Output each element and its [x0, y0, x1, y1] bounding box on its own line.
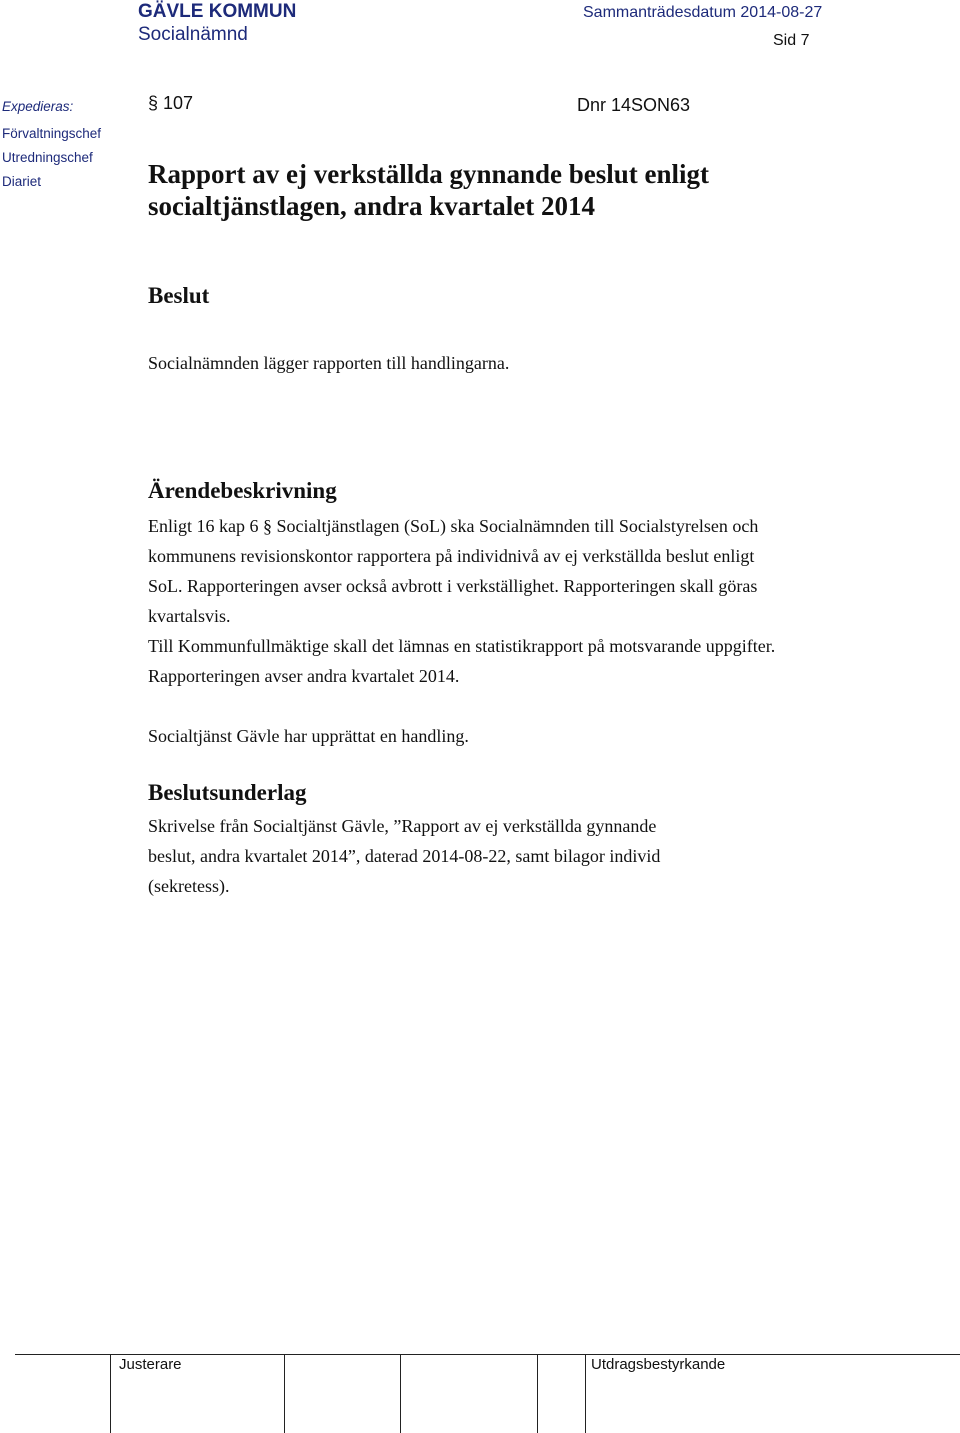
- utdragsbestyrkande-label: Utdragsbestyrkande: [591, 1356, 726, 1373]
- footer-divider: [284, 1354, 285, 1433]
- expedieras-label: Expedieras:: [2, 99, 74, 114]
- basis-text: Skrivelse från Socialtjänst Gävle, ”Rapport av ej verkställda gynnande beslut, andra kvartalet 2014”, daterad 2014-08-22, samt bilagor individ (sekretess).: [148, 816, 661, 896]
- basis-heading: Beslutsunderlag: [148, 780, 307, 805]
- description-paragraph-1: Enligt 16 kap 6 § Socialtjänstlagen (SoL) ska Socialnämnden till Socialstyrelsen och kommunens revisionskontor rapportera på individnivå av ej verkställda beslut enligt SoL. Rapporteringen avser också avbrott i verkställighet. Rapporteringen skall göras kvartalsvis.: [148, 516, 759, 626]
- footer-divider: [585, 1354, 586, 1433]
- meeting-date: Sammanträdesdatum 2014-08-27: [583, 4, 823, 21]
- footer-divider: [537, 1354, 538, 1433]
- organization-name: GÄVLE KOMMUN: [138, 1, 297, 22]
- footer-divider: [110, 1354, 111, 1433]
- description-heading: Ärendebeskrivning: [148, 478, 337, 503]
- recipient-utredningschef: Utredningschef: [2, 150, 93, 165]
- justerare-label: Justerare: [119, 1356, 182, 1373]
- board-name: Socialnämnd: [138, 24, 248, 45]
- page-number: Sid 7: [773, 32, 810, 49]
- paragraph-number: § 107: [148, 93, 194, 113]
- recipient-forvaltningschef: Förvaltningschef: [2, 126, 102, 141]
- footer-rule: [15, 1354, 960, 1355]
- recipient-diariet: Diariet: [2, 174, 42, 189]
- description-paragraph-3: Socialtjänst Gävle har upprättat en handling.: [148, 726, 469, 746]
- decision-heading: Beslut: [148, 283, 210, 308]
- decision-text: Socialnämnden lägger rapporten till handlingarna.: [148, 353, 510, 373]
- diary-number: Dnr 14SON63: [577, 95, 691, 115]
- description-paragraph-2: Till Kommunfullmäktige skall det lämnas en statistikrapport på motsvarande uppgifter. Rapporteringen avser andra kvartalet 2014.: [148, 636, 776, 686]
- footer-divider: [400, 1354, 401, 1433]
- case-title: Rapport av ej verkställda gynnande beslut enligt socialtjänstlagen, andra kvartalet 2014: [148, 159, 710, 221]
